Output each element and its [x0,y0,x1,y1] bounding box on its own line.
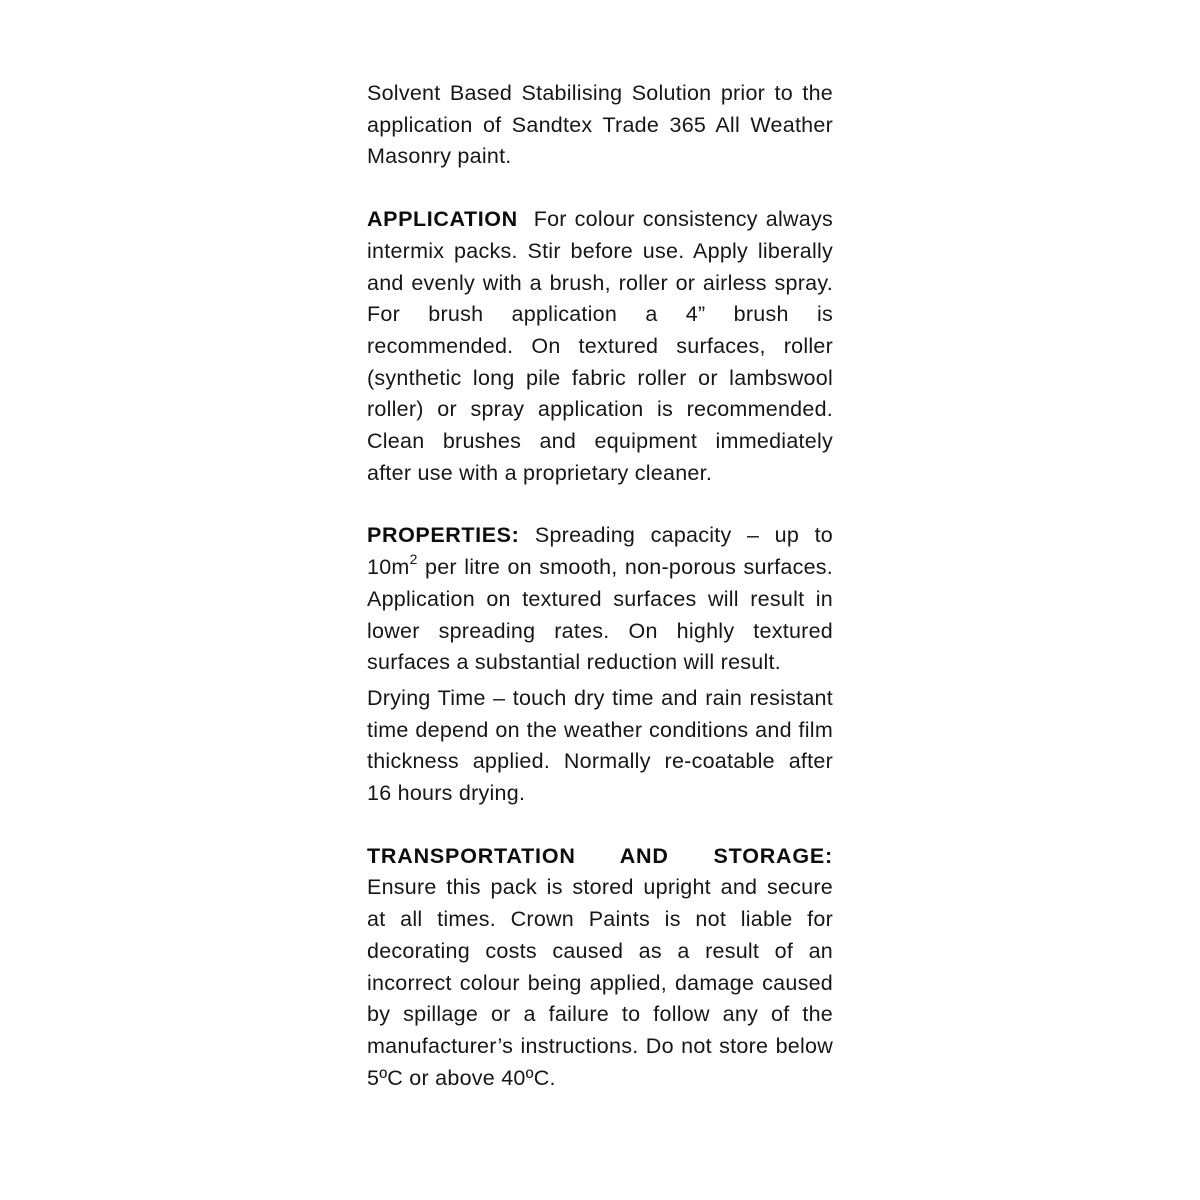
transportation-section [367,841,833,1095]
drying-time-text: Drying Time – touch dry time and rain resistant time depend on the weather conditions and film thickness applied. Normally re-coatable after 16 hours drying. [367,685,833,806]
intro-text: Solvent Based Stabilising Solution prior to the application of Sandtex Trade 365 All Weather Masonry paint. [367,81,833,169]
section-spacer [367,489,833,520]
properties-text-part1: Spreading capacity – up to 10m [367,523,833,580]
transportation-heading: TRANSPORTATION AND STORAGE: [367,843,833,868]
squared-superscript: 2 [409,550,418,567]
application-text: For colour consistency always intermix packs. Stir before use. Apply liberally and evenly with a brush, roller or airless spray. For brush application a 4” brush is recommended. On textured surfaces, roller (synthetic long pile fabric roller or lambswool roller) or spray application is recommended. Clean brushes and equipment immediately after use with a proprietary cleaner. [367,207,833,485]
properties-text-part2: per litre on smooth, non-porous surfaces. Application on textured surfaces will result in lower spreading rates. On highly textured surfaces a substantial reduction will result. [367,555,833,675]
application-section [367,204,833,489]
properties-heading: PROPERTIES: [367,523,520,548]
properties-section [367,520,833,679]
section-spacer [367,810,833,841]
instructions-column [367,78,833,1094]
section-spacer [367,173,833,204]
application-heading: APPLICATION [367,207,518,232]
intro-paragraph [367,78,833,173]
drying-time-paragraph [367,683,833,810]
transportation-text: Ensure this pack is stored upright and secure at all times. Crown Paints is not liable for decorating costs caused as a result of an incorrect colour being applied, damage caused by spillage or a failure to follow any of the manufacturer’s instructions. Do not store below 5ºC or above 40ºC. [367,875,833,1090]
